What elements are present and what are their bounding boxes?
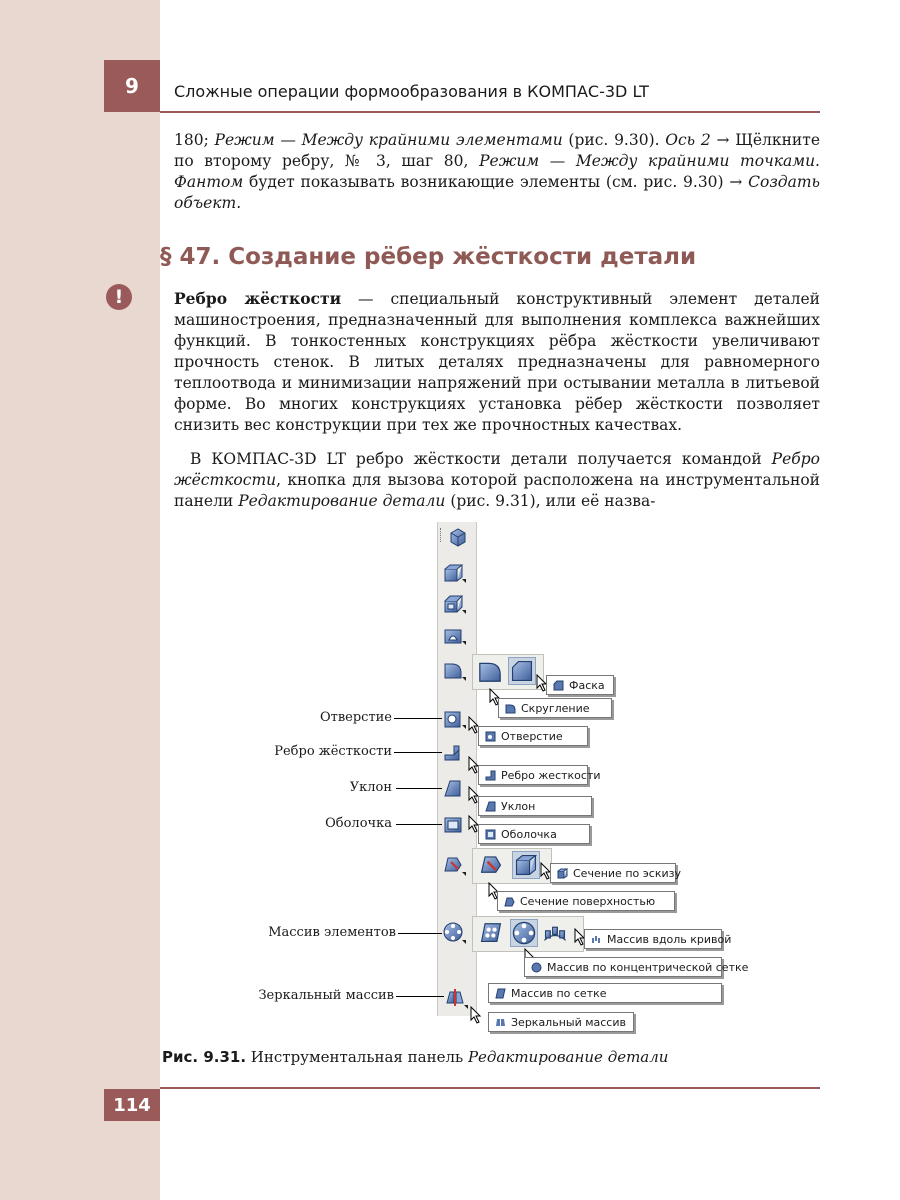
callout-draft: Уклон [349,780,392,795]
tooltip-draft-label: Уклон [501,799,536,813]
command-text-2: , кнопка для вызова которой расположена на инструментальной панели [174,471,820,510]
intro-text-1: 180; [174,131,215,149]
tooltip-hole-label: Отверстие [501,729,563,743]
flyout-arrow [462,872,466,876]
cut-extrude-icon[interactable] [442,624,464,646]
tooltip-pattern-curve-label: Массив вдоль кривой [607,932,732,946]
intro-italic-1: Режим — Между крайними элементами [214,131,563,149]
header-divider [160,111,820,113]
tooltip-pattern-curve [584,929,732,949]
draft-icon[interactable] [442,777,464,799]
caption-number: Рис. 9.31. [162,1048,247,1066]
command-italic-1: Ребро жёсткости [174,450,820,489]
flyout-arrow [462,641,466,645]
section-toolbar-icon[interactable] [442,853,464,875]
tooltip-shell-label: Оболочка [501,827,557,841]
intro-italic-3: Режим — Между крайними точками. Фантом [174,152,820,191]
chapter-number: 9 [104,60,160,112]
callout-hole: Отверстие [319,710,392,725]
flyout-arrow [462,610,466,614]
intro-italic-2: Ось 2 [665,131,711,149]
hole-icon[interactable] [442,707,464,729]
flyout-arrow [464,1005,468,1009]
fillet-icon[interactable] [476,657,504,685]
caption-italic: Редактирование детали [467,1048,669,1066]
callout-line [398,933,442,934]
callout-shell: Оболочка [325,816,392,831]
definition-text: — специальный конструктивный элемент деталей машиностроения, предназначенный для выполнения комплекса важнейших функций. В тонкостенных конструкциях рёбра жёсткости увеличивают прочность стенок. В литых деталях предназначены для равномерного теплоотвода и минимизации напряжений при остывании металла в литьевой форме. Во многих конструкциях установка рёбер жёсткости позволяет снизить вес конструкции при тех же прочностных качествах. [174,290,820,434]
caption-text: Инструментальная панель [246,1048,468,1066]
left-margin-band [0,0,160,1200]
boss-icon[interactable] [442,593,464,615]
mouse-cursor-icon [470,1006,482,1024]
tooltip-rib [478,765,601,785]
intro-text-3: → Щёлкните по второму ребру, № 3, шаг 80, [174,131,820,170]
callout-line [396,824,442,825]
intro-paragraph [174,130,820,214]
page-number: 114 [104,1089,160,1121]
rib-icon[interactable] [442,742,464,764]
intro-italic-4: Создать объект. [174,173,820,212]
callout-rib: Ребро жёсткости [274,744,392,759]
section-heading: § 47. Создание рёбер жёсткости детали [160,244,697,270]
flyout-arrow [462,677,466,681]
tooltip-pattern-concentric-label: Массив по концентрической сетке [547,960,749,974]
command-text-3: (рис. 9.31), или её назва- [445,492,656,510]
pattern-toolbar-icon[interactable] [442,921,464,943]
tooltip-chamfer [546,675,614,695]
intro-text-2: (рис. 9.30). [562,131,666,149]
tooltip-section-sketch-label: Сечение по эскизу [573,866,681,880]
callout-line [394,718,442,719]
section-surface-icon[interactable] [478,851,506,879]
shell-icon[interactable] [442,813,464,835]
section-sketch-icon[interactable] [512,851,540,879]
tooltip-pattern-concentric [524,957,749,977]
pattern-concentric-icon[interactable] [510,919,538,947]
command-italic-2: Редактирование детали [238,492,446,510]
callout-mirror: Зеркальный массив [258,988,394,1003]
tooltip-draft [478,796,592,816]
tooltip-section-sketch [550,863,681,883]
extrude-icon[interactable] [442,562,464,584]
callout-line [396,788,442,789]
flyout-arrow [462,579,466,583]
fillet-toolbar-icon[interactable] [442,659,464,681]
tooltip-rib-label: Ребро жесткости [501,768,601,782]
tooltip-section-surface [497,891,675,911]
flyout-arrow [462,940,466,944]
command-paragraph [174,449,820,512]
tooltip-pattern-grid [488,983,722,1003]
tooltip-section-surface-label: Сечение поверхностью [520,894,656,908]
mirror-pattern-icon[interactable] [444,986,466,1008]
tooltip-fillet [498,698,612,718]
pattern-curve-icon[interactable] [542,919,570,947]
running-header: Сложные операции формообразования в КОМПАС-3D LT [174,82,649,101]
tooltip-mirror-label: Зеркальный массив [511,1015,626,1029]
command-text-1: В КОМПАС-3D LT ребро жёсткости детали получается командой [190,450,772,468]
pattern-grid-icon[interactable] [478,919,506,947]
tooltip-fillet-label: Скругление [521,701,590,715]
definition-paragraph [174,288,820,436]
intro-text-4: будет показывать возникающие элементы (см. рис. 9.30) → [243,173,749,191]
callout-line [394,752,442,753]
toolbar-grip[interactable] [440,528,444,542]
tooltip-hole [478,726,588,746]
part-icon[interactable] [446,526,468,548]
important-icon: ! [106,284,132,310]
callout-line [396,996,444,997]
figure-caption [162,1048,668,1066]
definition-term: Ребро жёсткости [174,289,342,308]
callout-pattern: Массив элементов [268,925,396,940]
footer-divider [160,1087,820,1089]
tooltip-pattern-grid-label: Массив по сетке [511,986,607,1000]
tooltip-shell [478,824,590,844]
flyout-arrow [462,725,466,729]
tooltip-mirror [488,1012,634,1032]
tooltip-chamfer-label: Фаска [569,678,605,692]
chamfer-icon[interactable] [508,657,536,685]
